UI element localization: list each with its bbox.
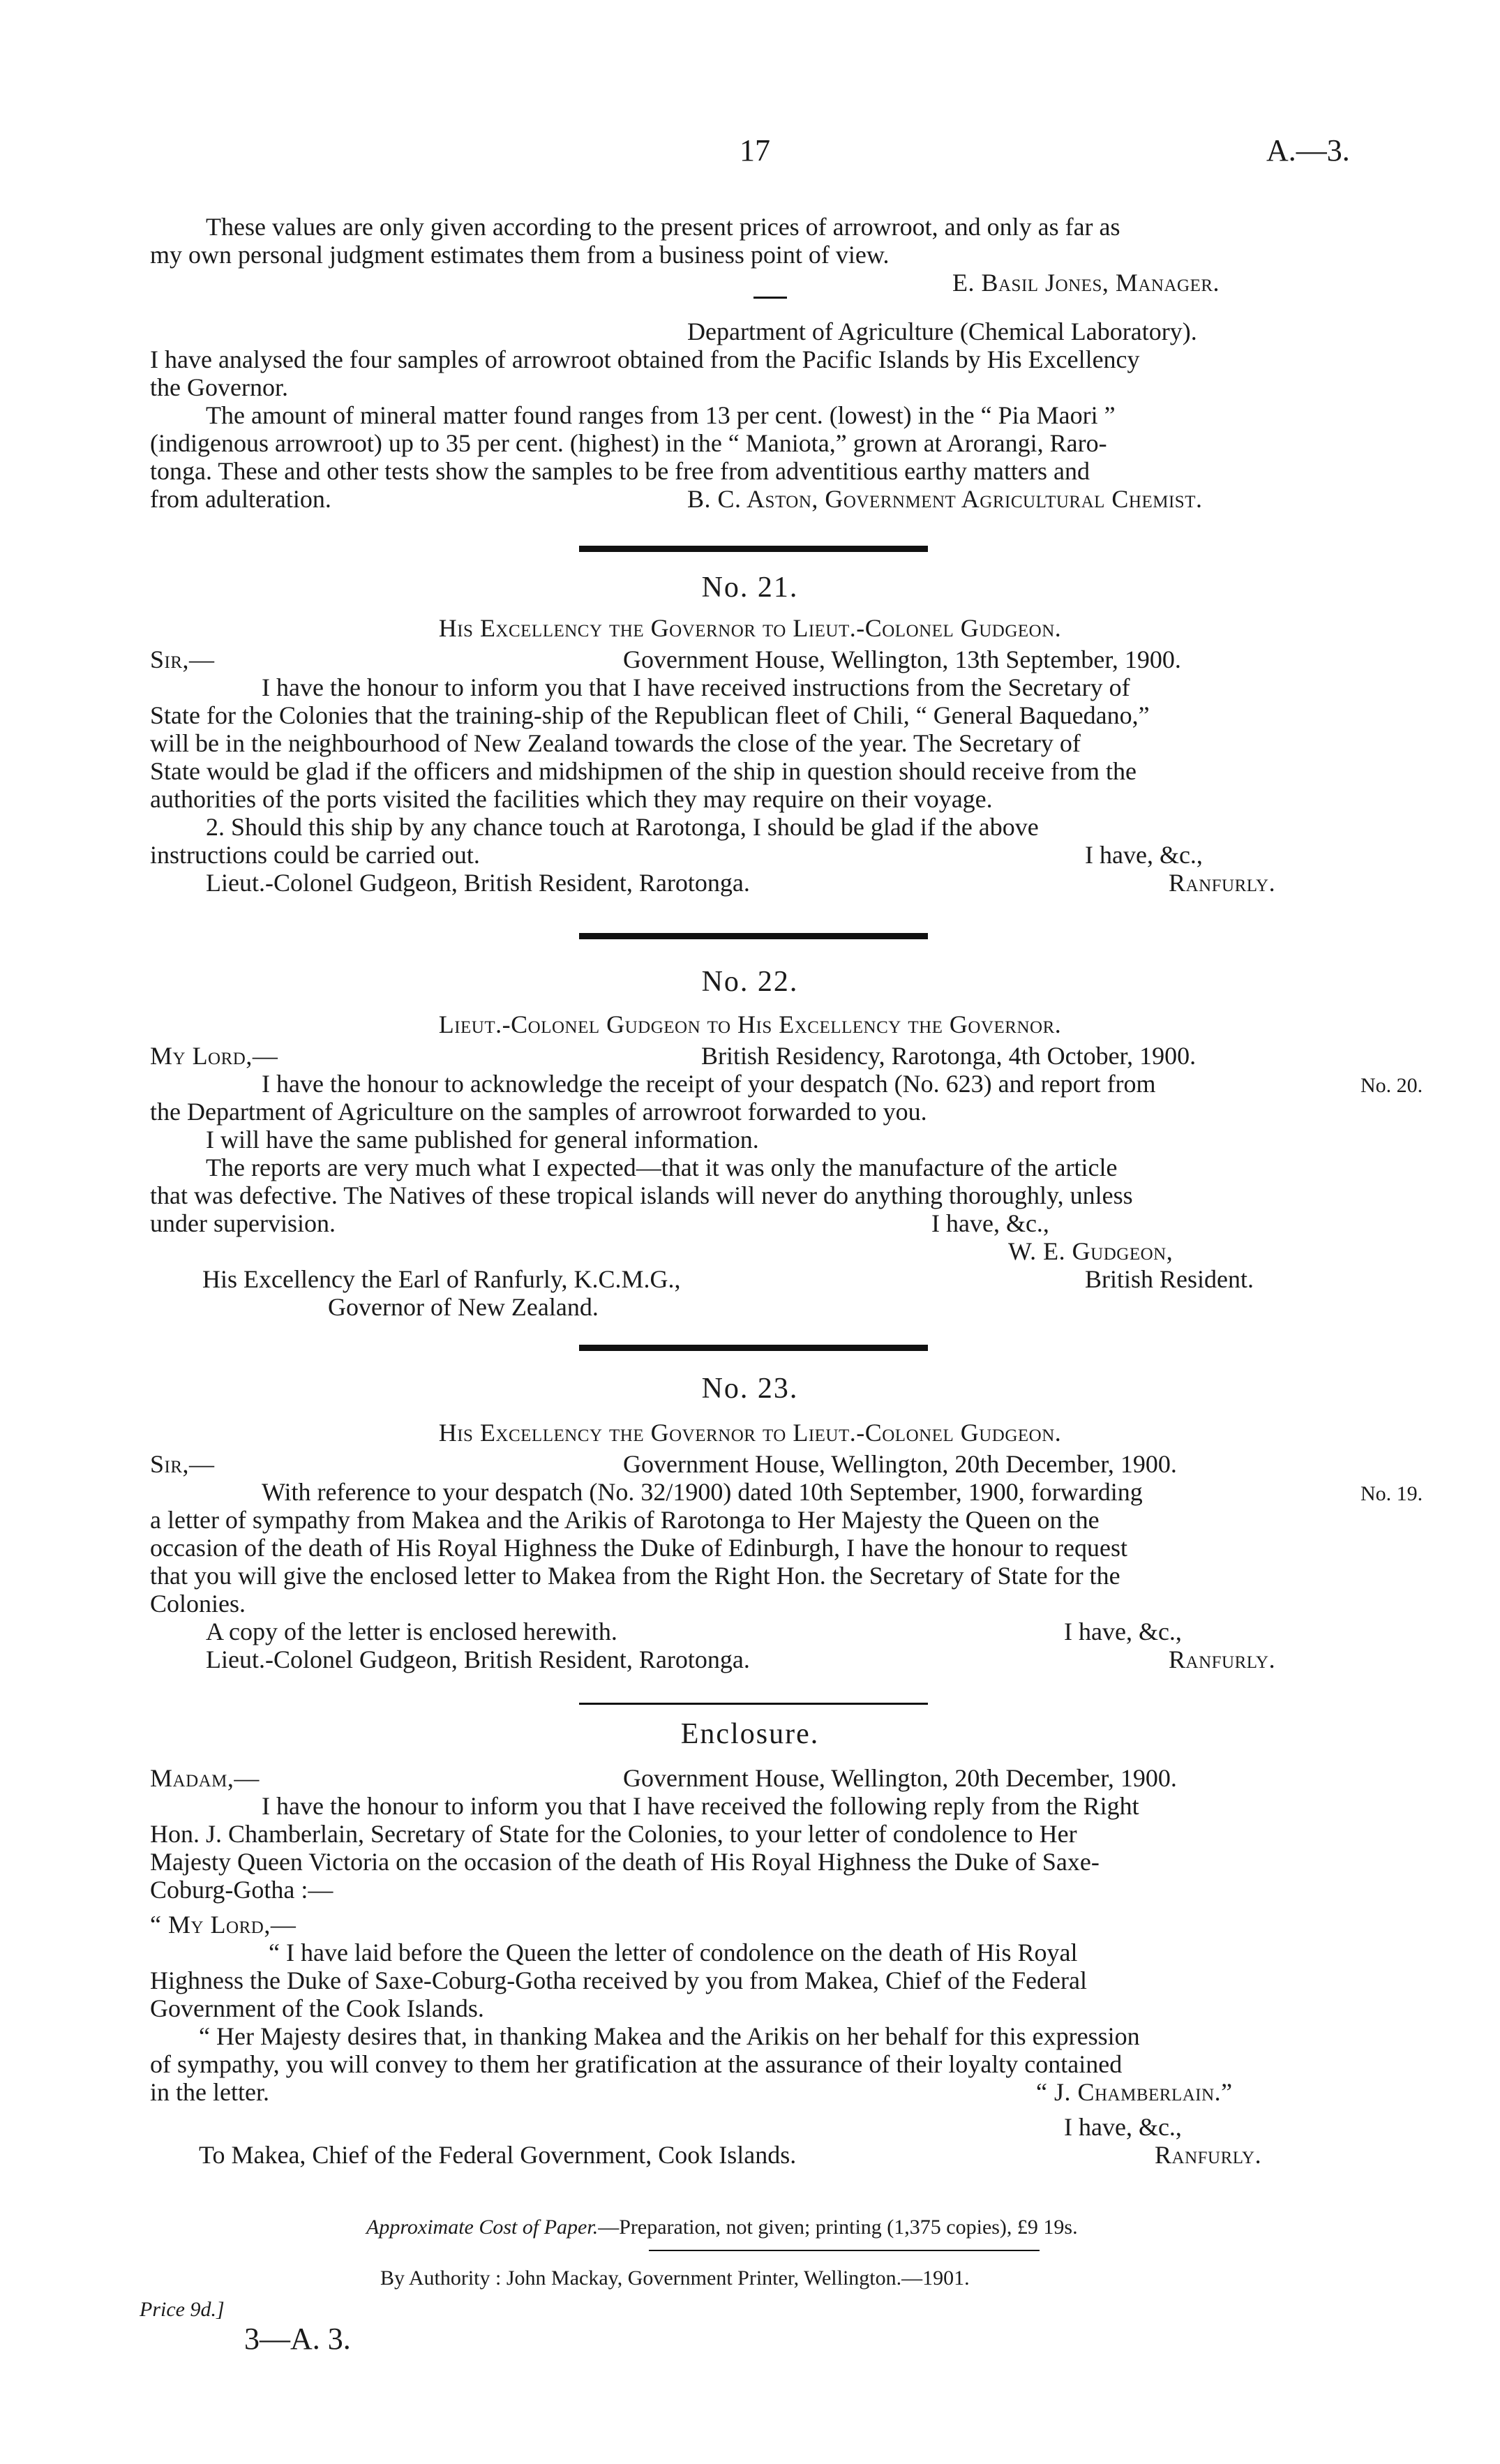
- addressee: Lieut.-Colonel Gudgeon, British Resident, Rarotonga.: [206, 1645, 750, 1673]
- paragraph-line: 2. Should this ship by any chance touch at Rarotonga, I should be glad if the above: [206, 813, 1039, 841]
- cost-note: [366, 2213, 1078, 2241]
- signature-title: British Resident.: [1085, 1265, 1254, 1293]
- place-date: British Residency, Rarotonga, 4th October, 1900.: [701, 1042, 1197, 1070]
- paragraph-line: (indigenous arrowroot) up to 35 per cent. (highest) in the “ Maniota,” grown at Arorangi, Raro-: [150, 429, 1107, 457]
- place-date: Government House, Wellington, 13th September, 1900.: [623, 645, 1181, 673]
- cost-text: —Preparation, not given; printing (1,375 copies), £9 19s.: [598, 2216, 1078, 2239]
- closing: I have, &c.,: [931, 1209, 1049, 1237]
- paragraph-line: the Governor.: [150, 373, 288, 401]
- paragraph-line: “ I have laid before the Queen the letter of condolence on the death of His Royal: [269, 1939, 1078, 1966]
- salutation: Sir,—: [150, 645, 215, 673]
- paragraph-line: I will have the same published for general information.: [206, 1126, 759, 1153]
- printer-imprint: By Authority : John Mackay, Government Printer, Wellington.—1901.: [380, 2267, 970, 2290]
- closing: I have, &c.,: [1064, 2113, 1182, 2141]
- section-heading: His Excellency the Governor to Lieut.-Colonel Gudgeon.: [438, 1419, 1062, 1447]
- paragraph-line: These values are only given according to the present prices of arrowroot, and only as far as: [206, 213, 1120, 241]
- place-date: Government House, Wellington, 20th December, 1900.: [623, 1764, 1177, 1792]
- salutation: My Lord,—: [150, 1042, 278, 1070]
- quote-salutation: “ My Lord,—: [150, 1911, 297, 1939]
- addressee: His Excellency the Earl of Ranfurly, K.C.M.G.,: [202, 1265, 681, 1293]
- signature: W. E. Gudgeon,: [1008, 1237, 1173, 1265]
- short-divider: [753, 297, 787, 299]
- section-title: No. 22.: [701, 966, 799, 998]
- paragraph-line: State would be glad if the officers and midshipmen of the ship in question should receive from the: [150, 757, 1137, 785]
- paragraph-line: in the letter.: [150, 2078, 269, 2106]
- margin-reference: No. 20.: [1360, 1074, 1423, 1097]
- paragraph-line: State for the Colonies that the training-ship of the Republican fleet of Chili, “ General Baquedano,”: [150, 701, 1150, 729]
- paragraph-line: Majesty Queen Victoria on the occasion of the death of His Royal Highness the Duke of Saxe-: [150, 1848, 1100, 1876]
- paragraph-line: The reports are very much what I expected—that it was only the manufacture of the article: [206, 1153, 1118, 1181]
- paragraph-line: I have the honour to inform you that I have received the following reply from the Right: [262, 1792, 1139, 1820]
- paragraph-line: of sympathy, you will convey to them her gratification at the assurance of their loyalty contained: [150, 2050, 1123, 2078]
- salutation: Madam,—: [150, 1764, 260, 1792]
- signature: Ranfurly.: [1155, 2141, 1262, 2169]
- section-heading: His Excellency the Governor to Lieut.-Colonel Gudgeon.: [438, 614, 1062, 642]
- signature-mark: 3—A. 3.: [244, 2322, 351, 2356]
- paragraph-line: a letter of sympathy from Makea and the Arikis of Rarotonga to Her Majesty the Queen on the: [150, 1506, 1100, 1534]
- document-reference: A.—3.: [1266, 133, 1350, 167]
- signature: Ranfurly.: [1169, 1645, 1276, 1673]
- footer-divider: [649, 2250, 1040, 2251]
- paragraph-line: I have the honour to acknowledge the receipt of your despatch (No. 623) and report from: [262, 1070, 1156, 1098]
- price: Price 9d.]: [140, 2298, 225, 2321]
- section-heading: Lieut.-Colonel Gudgeon to His Excellency the Governor.: [438, 1010, 1062, 1038]
- paragraph-line: that was defective. The Natives of these tropical islands will never do anything thoroughly, unless: [150, 1181, 1133, 1209]
- signature: E. Basil Jones, Manager.: [952, 269, 1220, 297]
- paragraph-line: A copy of the letter is enclosed herewith.: [206, 1618, 617, 1645]
- place-date: Government House, Wellington, 20th December, 1900.: [623, 1450, 1177, 1478]
- paragraph-line: under supervision.: [150, 1209, 336, 1237]
- thin-divider: [579, 1703, 928, 1705]
- section-divider: [579, 546, 928, 552]
- paragraph-line: Colonies.: [150, 1590, 246, 1618]
- paragraph-line: I have analysed the four samples of arrowroot obtained from the Pacific Islands by His Excellency: [150, 345, 1140, 373]
- quoted-signature: “ J. Chamberlain.”: [1036, 2078, 1233, 2106]
- section-divider: [579, 1345, 928, 1351]
- paragraph-line: the Department of Agriculture on the samples of arrowroot forwarded to you.: [150, 1098, 927, 1126]
- paragraph-line: Highness the Duke of Saxe-Coburg-Gotha received by you from Makea, Chief of the Federal: [150, 1966, 1087, 1994]
- paragraph-line: Government of the Cook Islands.: [150, 1994, 484, 2022]
- signature: B. C. Aston, Government Agricultural Chemist.: [687, 485, 1203, 513]
- paragraph-line: Coburg-Gotha :—: [150, 1876, 333, 1904]
- paragraph-line: will be in the neighbourhood of New Zealand towards the close of the year. The Secretary of: [150, 729, 1081, 757]
- salutation: Sir,—: [150, 1450, 215, 1478]
- paragraph-line: tonga. These and other tests show the samples to be free from adventitious earthy matters and: [150, 457, 1090, 485]
- paragraph-line: With reference to your despatch (No. 32/1900) dated 10th September, 1900, forwarding: [262, 1478, 1143, 1506]
- margin-reference: No. 19.: [1360, 1482, 1423, 1505]
- addressee: To Makea, Chief of the Federal Government, Cook Islands.: [199, 2141, 797, 2169]
- closing: I have, &c.,: [1064, 1618, 1182, 1645]
- paragraph-line: authorities of the ports visited the facilities which they may require on their voyage.: [150, 785, 993, 813]
- paragraph-line: The amount of mineral matter found ranges from 13 per cent. (lowest) in the “ Pia Maori ”: [206, 401, 1116, 429]
- section-divider: [579, 933, 928, 939]
- section-title: No. 23.: [701, 1373, 799, 1405]
- paragraph-line: Hon. J. Chamberlain, Secretary of State for the Colonies, to your letter of condolence to Her: [150, 1820, 1077, 1848]
- page-number: 17: [740, 133, 770, 167]
- paragraph-line: from adulteration.: [150, 485, 331, 513]
- addressee: Governor of New Zealand.: [328, 1293, 599, 1321]
- closing: I have, &c.,: [1085, 841, 1203, 869]
- paragraph-line: my own personal judgment estimates them from a business point of view.: [150, 241, 890, 269]
- paragraph-line: I have the honour to inform you that I have received instructions from the Secretary of: [262, 673, 1130, 701]
- section-title: No. 21.: [701, 572, 799, 604]
- signature: Ranfurly.: [1169, 869, 1276, 897]
- cost-label: Approximate Cost of Paper.: [366, 2216, 599, 2239]
- paragraph-line: occasion of the death of His Royal Highness the Duke of Edinburgh, I have the honour to request: [150, 1534, 1128, 1562]
- paragraph-line: “ Her Majesty desires that, in thanking Makea and the Arikis on her behalf for this expression: [199, 2022, 1140, 2050]
- addressee: Lieut.-Colonel Gudgeon, British Resident, Rarotonga.: [206, 869, 750, 897]
- enclosure-title: Enclosure.: [680, 1718, 820, 1750]
- paragraph-line: instructions could be carried out.: [150, 841, 480, 869]
- department-heading: Department of Agriculture (Chemical Laboratory).: [687, 318, 1197, 345]
- paragraph-line: that you will give the enclosed letter to Makea from the Right Hon. the Secretary of State for the: [150, 1562, 1120, 1590]
